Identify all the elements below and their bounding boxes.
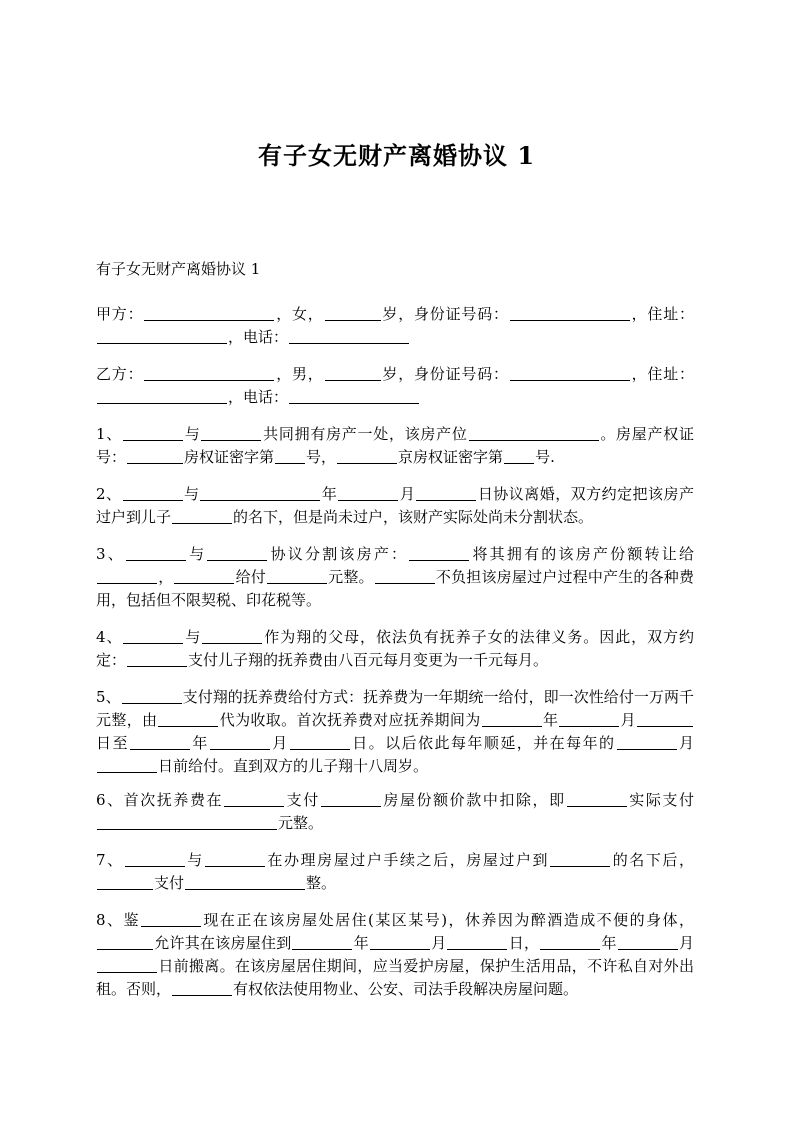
blank[interactable]	[289, 388, 419, 404]
blank[interactable]	[207, 545, 267, 561]
blank[interactable]	[123, 485, 183, 501]
blank[interactable]	[504, 448, 534, 464]
blank[interactable]	[144, 305, 274, 321]
clause-1: 1、 与 共同拥有房产一处，该房产位 。房屋产权证号： 房权证密字第 号， 京房权证密字第 号.	[96, 425, 694, 466]
clause-6: 6、首次抚养费在 支付 房屋份额价款中扣除，即 实际支付元整。	[96, 791, 694, 832]
blank[interactable]	[122, 688, 182, 704]
blank[interactable]	[97, 757, 157, 773]
blank[interactable]	[290, 734, 350, 750]
blank[interactable]	[97, 934, 153, 950]
document-subtitle: 有子女无财产离婚协议 1	[96, 260, 261, 278]
blank[interactable]	[267, 568, 327, 584]
blank[interactable]	[567, 791, 627, 807]
blank[interactable]	[97, 568, 157, 584]
blank[interactable]	[409, 545, 469, 561]
blank[interactable]	[325, 305, 381, 321]
blank[interactable]	[202, 628, 262, 644]
blank[interactable]	[618, 934, 678, 950]
clause-4: 4、 与 作为翔的父母，依法负有抚养子女的法律义务。因此，双方约定： 支付儿子翔的抚养费由八百元每月变更为一千元每月。	[96, 628, 694, 669]
blank[interactable]	[127, 448, 183, 464]
blank[interactable]	[482, 711, 542, 727]
blank[interactable]	[97, 814, 277, 830]
blank[interactable]	[97, 957, 157, 973]
document-title: 有子女无财产离婚协议 1	[257, 141, 536, 170]
blank[interactable]	[130, 734, 190, 750]
blank[interactable]	[201, 425, 261, 441]
blank[interactable]	[205, 851, 265, 867]
clause-2: 2、 与 年 月 日协议离婚，双方约定把该房产过户到儿子 的名下，但是尚未过户，该财产实际处尚未分割状态。	[96, 485, 694, 526]
blank[interactable]	[447, 934, 507, 950]
clause-8: 8、鉴 现在正在该房屋处居住(某区某号)，休养因为醉酒造成不便的身体，允许其在该房屋住到 年 月 日， 年 月日前搬离。在该房屋居住期间，应当爱护房屋，保护生活用品，不许私自对外出租。否则， 有权依法使用物业、公安、司法手段解决房屋问题。	[96, 911, 694, 998]
blank[interactable]	[123, 628, 183, 644]
blank[interactable]	[510, 365, 630, 381]
blank[interactable]	[289, 328, 409, 344]
blank[interactable]	[172, 508, 232, 524]
blank[interactable]	[370, 934, 430, 950]
blank[interactable]	[141, 911, 201, 927]
blank[interactable]	[338, 485, 398, 501]
blank[interactable]	[210, 734, 270, 750]
party-b-paragraph: 乙方： ，男， 岁，身份证号码： ，住址：，电话：	[96, 365, 694, 406]
blank[interactable]	[174, 568, 234, 584]
blank[interactable]	[292, 934, 352, 950]
blank[interactable]	[559, 711, 619, 727]
clause-7: 7、 与 在办理房屋过户手续之后，房屋过户到 的名下后，支付 整。	[96, 851, 694, 892]
blank[interactable]	[185, 874, 305, 890]
clause-5: 5、 支付翔的抚养费给付方式：抚养费为一年期统一给付，即一次性给付一万两千元整，由 代为收取。首次抚养费对应抚养期间为 年 月日至 年 月 日。以后依此每年顺延，并在每年的 月日前给付。直到双方的儿子翔十八周岁。	[96, 688, 694, 775]
blank[interactable]	[540, 934, 600, 950]
blank[interactable]	[97, 874, 153, 890]
blank[interactable]	[469, 425, 599, 441]
blank[interactable]	[337, 448, 397, 464]
blank[interactable]	[200, 485, 320, 501]
blank[interactable]	[144, 365, 274, 381]
blank[interactable]	[172, 980, 232, 996]
blank[interactable]	[550, 851, 610, 867]
blank[interactable]	[275, 448, 305, 464]
blank[interactable]	[637, 711, 693, 727]
blank[interactable]	[416, 485, 476, 501]
blank[interactable]	[97, 388, 227, 404]
blank[interactable]	[617, 734, 677, 750]
blank[interactable]	[321, 791, 381, 807]
blank[interactable]	[158, 711, 218, 727]
clause-3: 3、 与 协议分割该房产： 将其拥有的该房产份额转让给， 给付 元整。 不负担该房屋过户过程中产生的各种费用，包括但不限契税、印花税等。	[96, 545, 694, 609]
blank[interactable]	[97, 328, 227, 344]
blank[interactable]	[126, 545, 186, 561]
blank[interactable]	[125, 851, 185, 867]
blank[interactable]	[127, 651, 187, 667]
blank[interactable]	[510, 305, 630, 321]
blank[interactable]	[123, 425, 183, 441]
blank[interactable]	[375, 568, 435, 584]
blank[interactable]	[325, 365, 381, 381]
blank[interactable]	[224, 791, 284, 807]
party-a-paragraph: 甲方： ，女， 岁，身份证号码： ，住址：，电话：	[96, 305, 694, 346]
